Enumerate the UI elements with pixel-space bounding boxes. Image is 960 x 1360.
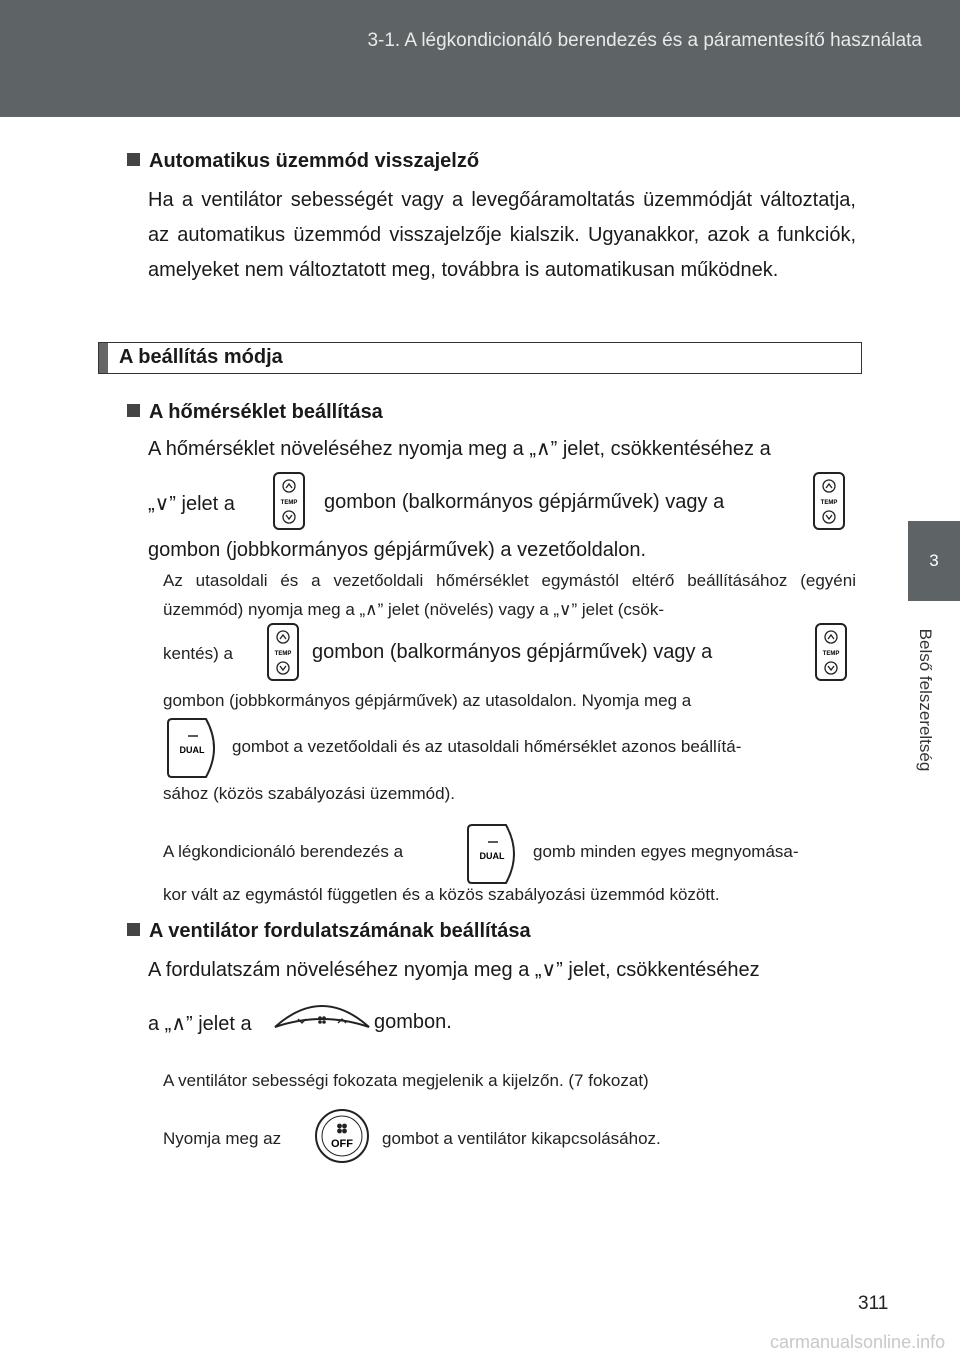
heading-accent <box>99 343 108 373</box>
temp-icon-label: TEMP <box>274 651 292 657</box>
dual-icon-label: DUAL <box>479 851 505 861</box>
chapter-tab-label: Belső felszereltség <box>916 628 935 772</box>
square-bullet-icon <box>127 153 140 166</box>
section-fan-heading <box>127 920 531 943</box>
off-icon-label: OFF <box>331 1138 353 1150</box>
page-number: 311 <box>858 1293 889 1314</box>
temp-button-icon <box>812 471 846 531</box>
chapter-tab <box>908 521 960 601</box>
temp-note-1: Az utasoldali és a vezetőoldali hőmérséklet egymástól eltérő beállításához (egyéni üzemmód) nyomja meg a „∧” jelet (növelés) vagy a „∨” jelet (csök- <box>163 571 856 619</box>
temp-line-3: gombon (jobbkormányos gépjárművek) a vezetőoldalon. <box>148 539 647 561</box>
chapter-title: 3-1. A légkondicionáló berendezés és a páramentesítő használata <box>367 30 922 51</box>
dual-button-icon <box>166 716 218 780</box>
temp-note-5: sához (közös szabályozási üzemmód). <box>163 784 455 803</box>
temp-note-2b: gombon (balkormányos gépjárművek) vagy a <box>312 641 713 663</box>
dual-icon-label: DUAL <box>179 745 205 755</box>
fan-line-2b: gombon. <box>374 1011 452 1033</box>
section-temp-heading <box>127 401 383 424</box>
temp-note-6b: gomb minden egyes megnyomása- <box>533 842 799 861</box>
fan-line-2a: a „∧” jelet a <box>148 1013 252 1035</box>
temp-button-icon <box>272 471 306 531</box>
section-auto-body: Ha a ventilátor sebességét vagy a levegőáramoltatás üzemmódját változtatja, az automatikus üzemmód visszajelzője kialszik. Ugyanakkor, azok a funkciók, amelyeket nem változtatott meg, továbbra is automatikusan működnek. <box>148 189 856 281</box>
section-auto-title: Automatikus üzemmód visszajelző <box>149 150 480 172</box>
temp-note-2a: kentés) a <box>163 644 233 663</box>
temp-note-4: gombot a vezetőoldali és az utasoldali hőmérséklet azonos beállítá- <box>232 737 742 756</box>
temp-button-icon <box>814 622 848 682</box>
fan-line-1: A fordulatszám növeléséhez nyomja meg a „∨” jelet, csökkentéséhez <box>148 959 760 981</box>
temp-icon-label: TEMP <box>820 500 838 506</box>
temp-icon-label: TEMP <box>822 651 840 657</box>
temp-note-7: kor vált az egymástól független és a közös szabályozási üzemmód között. <box>163 885 720 904</box>
temp-note-3: gombon (jobbkormányos gépjárművek) az utasoldalon. Nyomja meg a <box>163 691 692 710</box>
fan-off-button-icon <box>314 1108 370 1164</box>
dual-button-icon <box>466 822 518 886</box>
section-auto-heading <box>127 150 479 173</box>
setting-heading-bar <box>98 342 862 374</box>
temp-button-icon <box>266 622 300 682</box>
fan-note-1: A ventilátor sebességi fokozata megjelenik a kijelzőn. (7 fokozat) <box>163 1071 649 1090</box>
fan-note-2b: gombot a ventilátor kikapcsolásához. <box>382 1129 661 1148</box>
page-header <box>0 0 960 117</box>
fan-speed-button-icon <box>272 997 372 1047</box>
setting-heading-title: A beállítás módja <box>119 346 283 368</box>
temp-line-2b: gombon (balkormányos gépjárművek) vagy a <box>324 491 725 513</box>
temp-line-2a: „∨” jelet a <box>148 493 235 515</box>
temp-note-6a: A légkondicionáló berendezés a <box>163 842 404 861</box>
square-bullet-icon <box>127 923 140 936</box>
temp-line-1: A hőmérséklet növeléséhez nyomja meg a „∧” jelet, csökkentéséhez a <box>148 438 771 460</box>
chapter-number: 3 <box>929 551 939 570</box>
temp-icon-label: TEMP <box>280 500 298 506</box>
square-bullet-icon <box>127 404 140 417</box>
watermark: carmanualsonline.info <box>770 1332 946 1352</box>
section-fan-title: A ventilátor fordulatszámának beállítása <box>149 920 531 942</box>
fan-note-2a: Nyomja meg az <box>163 1129 282 1148</box>
section-temp-title: A hőmérséklet beállítása <box>149 401 383 423</box>
